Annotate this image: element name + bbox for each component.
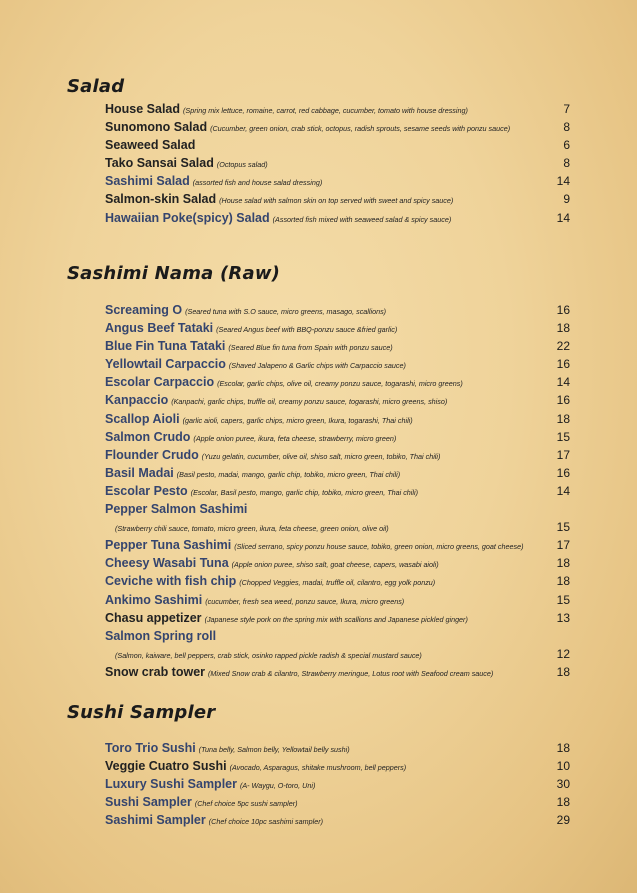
item-price: 30 [556,777,570,792]
menu-item [105,410,575,428]
menu-item [105,464,575,482]
item-name: Sushi Sampler [105,795,192,810]
item-price: 22 [556,339,570,354]
menu-item [105,554,575,572]
item-name: Screaming O [105,303,183,317]
menu-item [105,428,575,446]
item-name: Basil Madai [105,465,174,480]
item-price: 6 [563,138,570,153]
sushi-sampler-list [105,739,575,829]
item-description: (Cucumber, green onion, crab stick, octopus, radish sprouts, sesame seeds with ponzu sauce) [210,124,511,134]
item-price: 16 [556,357,570,372]
item-price: 10 [556,759,570,774]
item-name: Tako Sansai Salad [105,156,214,171]
item-price: 7 [563,102,570,116]
menu-item [105,446,575,464]
menu-item [105,172,575,190]
salad-list [105,100,575,227]
menu-item [105,190,575,208]
menu-item [105,100,575,118]
menu-item [105,391,575,409]
item-name: Ankimo Sashimi [105,592,203,607]
item-description: (Escolar, garlic chips, olive oil, creamy ponzu sauce, togarashi, micro greens) [217,379,463,389]
item-name: Flounder Crudo [105,447,199,462]
item-description: (Apple onion puree, ikura, feta cheese, strawberry, micro green) [193,433,397,443]
item-price: 14 [556,375,570,390]
menu-item [105,154,575,172]
menu-item [105,319,575,337]
item-description: (Seared Angus beef with BBQ-ponzu sauce &fried garlic) [216,325,398,335]
item-name: Sashimi Sampler [105,813,206,828]
menu-item [105,373,575,391]
item-description: (Chef choice 10pc sashimi sampler) [208,817,323,827]
item-description: (Sliced serrano, spicy ponzu house sauce, tobiko, green onion, micro greens, goat cheese) [234,542,524,552]
item-price: 14 [556,483,570,498]
menu-item [105,482,575,500]
item-price: 29 [556,813,570,828]
menu-item [105,811,575,829]
item-description: (Shaved Jalapeno & Garlic chips with Carpaccio sauce) [228,361,406,371]
item-name: Chasu appetizer [105,610,202,625]
menu-item [105,793,575,811]
item-price: 9 [563,192,570,207]
item-price: 17 [556,538,570,553]
item-description: (Japanese style pork on the spring mix with scallions and Japanese pickled ginger) [204,614,468,624]
menu-item [105,500,575,536]
item-description: (Spring mix lettuce, romaine, carrot, red cabbage, cucumber, tomato with house dressing) [183,106,468,115]
menu-item [105,536,575,554]
menu-item [105,118,575,136]
item-price: 17 [556,447,570,462]
item-price: 18 [556,556,570,571]
item-description: (Octopus salad) [216,160,268,170]
item-description-line [105,645,575,663]
item-description: (Seared tuna with S.O sauce, micro greens, masago, scallions) [185,307,387,316]
item-name: Luxury Sushi Sampler [105,777,237,792]
item-name: Kanpaccio [105,393,169,408]
item-price: 14 [556,174,570,189]
item-name: Salmon Spring roll [105,628,217,643]
item-name: Seaweed Salad [105,138,196,153]
item-name: Sashimi Salad [105,174,190,189]
item-name: Escolar Pesto [105,483,188,498]
item-description: (Seared Blue fin tuna from Spain with ponzu sauce) [228,343,393,353]
item-name: Pepper Tuna Sashimi [105,538,232,553]
menu-item [105,775,575,793]
item-description: (Kanpachi, garlic chips, truffle oil, creamy ponzu sauce, togarashi, micro greens, shiso) [171,397,448,407]
menu-item [105,609,575,627]
item-name: Ceviche with fish chip [105,574,237,589]
item-description: (Apple onion puree, shiso salt, goat cheese, capers, wasabi aioli) [231,560,439,570]
item-name: Salmon Crudo [105,429,191,444]
item-name: House Salad [105,102,181,116]
item-name: Veggie Cuatro Sushi [105,759,227,774]
item-price: 18 [556,574,570,589]
menu-item [105,572,575,590]
item-description: (House salad with salmon skin on top served with sweet and spicy sauce) [219,196,454,206]
item-price: 8 [563,120,570,135]
sashimi-nama-list [105,301,575,681]
item-price: 12 [556,646,570,661]
menu-item [105,337,575,355]
item-price: 13 [556,610,570,625]
item-price: 15 [556,520,570,535]
item-price: 18 [556,411,570,426]
item-name: Blue Fin Tuna Tataki [105,339,226,354]
menu-item [105,739,575,757]
item-name: Hawaiian Poke(spicy) Salad [105,210,270,225]
section-title-sushi-sampler: Sushi Sampler [67,702,216,723]
item-name: Snow crab tower [105,664,206,679]
item-name: Escolar Carpaccio [105,375,215,390]
section-title-salad: Salad [67,76,125,97]
menu-item [105,757,575,775]
item-description: (assorted fish and house salad dressing) [192,178,323,188]
item-description: (Avocado, Asparagus, shitake mushroom, bell peppers) [229,763,407,773]
item-name: Angus Beef Tataki [105,321,214,336]
item-price: 18 [556,741,570,755]
item-description: (A- Waygu, O-toro, Uni) [239,781,316,791]
item-description: (Mixed Snow crab & cilantro, Strawberry meringue, Lotus root with Seafood cream sauce) [208,668,494,678]
item-name: Yellowtail Carpaccio [105,357,226,372]
menu-item [105,355,575,373]
item-price: 14 [556,210,570,225]
item-description: (Salmon, kaiware, bell peppers, crab stick, osinko rapped pickle radish & special mustard sauce) [115,650,422,660]
item-name: Salmon-skin Salad [105,192,217,207]
item-description-line [105,518,575,536]
section-title-sashimi-nama: Sashimi Nama (Raw) [67,263,281,284]
item-name: Scallop Aioli [105,411,180,426]
item-description: (Chef choice 5pc sushi sampler) [194,799,298,809]
menu-item [105,627,575,663]
item-price: 16 [556,303,570,317]
item-description: (Escolar, Basil pesto, mango, garlic chip, tobiko, micro green, Thai chili) [190,487,418,497]
menu-item [105,663,575,681]
menu-item [105,136,575,154]
item-description: (Chopped Veggies, madai, truffle oil, cilantro, egg yolk ponzu) [239,578,436,588]
item-price: 18 [556,795,570,810]
item-description: (Strawberry chili sauce, tomato, micro green, ikura, feta cheese, green onion, olive oil) [115,524,389,534]
item-description: (Yuzu gelatin, cucumber, olive oil, shiso salt, micro green, tobiko, Thai chili) [201,451,441,461]
item-description: (Basil pesto, madai, mango, garlic chip, tobiko, micro green, Thai chili) [176,469,401,479]
menu-item [105,301,575,319]
item-name: Toro Trio Sushi [105,741,196,755]
item-price: 18 [556,664,570,679]
item-name: Pepper Salmon Sashimi [105,502,248,517]
item-price: 15 [556,592,570,607]
item-description: (Tuna belly, Salmon belly, Yellowtail belly sushi) [198,745,350,754]
item-price: 15 [556,429,570,444]
item-price: 8 [563,156,570,171]
item-price: 18 [556,321,570,336]
item-name: Cheesy Wasabi Tuna [105,556,229,571]
item-name: Sunomono Salad [105,120,208,135]
menu-item [105,591,575,609]
menu-item [105,209,575,227]
item-description: (garlic aioli, capers, garlic chips, micro green, Ikura, togarashi, Thai chili) [182,415,413,425]
item-description: (cucumber, fresh sea weed, ponzu sauce, Ikura, micro greens) [205,596,405,606]
item-description: (Assorted fish mixed with seaweed salad & spicy sauce) [272,214,452,224]
item-price: 16 [556,393,570,408]
item-price: 16 [556,465,570,480]
